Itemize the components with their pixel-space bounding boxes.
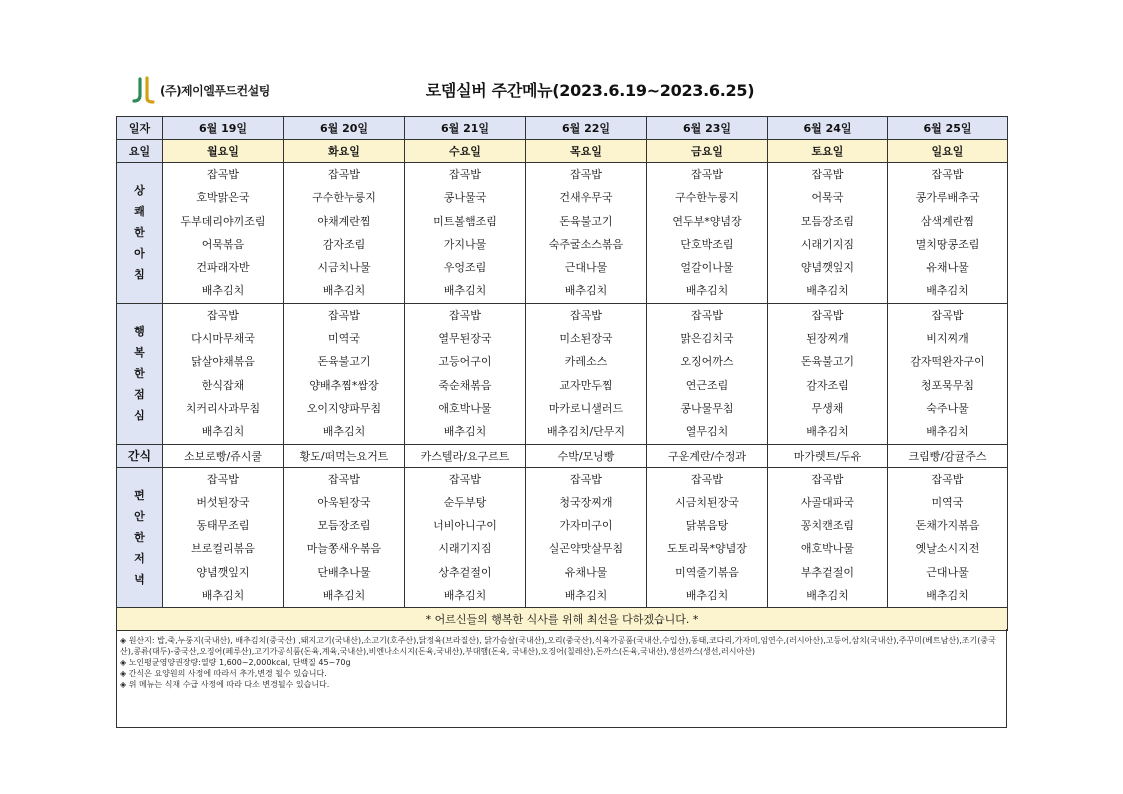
dish-item: 죽순채볶음 [438,378,492,392]
page-title: 로뎀실버 주간메뉴(2023.6.19~2023.6.25) [425,81,755,100]
dish-item: 동태무조림 [196,519,250,533]
jl-logo-icon [132,76,156,104]
dish-item: 시래기지짐 [800,237,855,251]
dish-item: 배추김치 [201,589,245,603]
dish-item: 돈육불고기 [317,355,371,369]
company-name: (주)제이엘푸드컨설팅 [160,83,270,98]
dish-item: 잡곡밥 [691,308,723,322]
meal-label-char: 행 [134,325,145,339]
meal-cell [888,467,1008,608]
dish-item: 잡곡밥 [811,168,844,181]
dish-item: 마카로니샐러드 [548,401,624,415]
meal-row [117,303,1008,444]
dish-item: 배추김치/단무지 [546,425,626,439]
weekday-cell: 목요일 [526,140,647,163]
meal-cell [526,303,647,444]
dish-item: 닭살야채볶음 [191,355,255,369]
dish-item: 닭볶음탕 [685,519,729,533]
dish-item: 미소된장국 [559,332,613,346]
meal-cell [405,467,526,608]
dish-item: 감자떡완자구이 [910,355,985,369]
weekday-cell: 금요일 [647,140,768,163]
dish-item: 가지나물 [443,237,487,251]
dish-item: 시금치된장국 [675,495,739,509]
meal-label [117,467,163,608]
date-cell: 6월 21일 [405,117,526,140]
meal-label-char: 심 [134,409,145,423]
meal-cell [647,467,768,608]
dish-item: 배추김치 [322,425,366,439]
dish-item: 호박맑은국 [196,191,250,205]
date-cell: 6월 19일 [163,117,284,140]
dish-item: 배추김치 [926,284,969,298]
meal-cell [163,303,284,444]
dish-item: 배추김치 [322,284,366,298]
meal-label-char: 녁 [134,572,145,586]
meal-label-char: 아 [134,247,145,261]
meal-label-char: 편 [134,488,145,502]
dish-item: 배추김치 [564,589,608,603]
dish-item: 배추김치 [201,284,245,298]
dish-item: 우엉조림 [443,261,487,275]
meal-label-char: 저 [134,551,145,565]
dish-item: 애호박나물 [438,401,492,415]
weekday-cell: 토요일 [768,140,888,163]
dish-item: 배추김치 [926,425,969,439]
dish-item: 열무된장국 [438,332,492,346]
dish-item: 잡곡밥 [449,168,481,181]
meal-row [117,163,1008,304]
dish-item: 배추김치 [201,425,245,439]
slogan-text: * 어르신들의 행복한 식사를 위해 최선을 다하겠습니다. * [117,608,1008,631]
dish-item: 연근조림 [685,378,729,392]
dish-item: 배추김치 [443,284,487,298]
dish-item: 양배추찜*쌈장 [309,378,379,392]
dish-item: 미역국 [328,332,360,346]
dish-item: 미역줄기볶음 [675,565,739,579]
date-cell: 6월 24일 [768,117,888,140]
dish-item: 돈육불고기 [559,214,613,228]
dish-item: 배추김치 [806,589,849,603]
snack-cell: 구운계란/수정과 [647,444,768,467]
meal-cell [526,163,647,304]
meal-label-char: 안 [134,509,145,523]
dish-item: 구수한누룽지 [312,191,376,205]
snack-cell: 수박/모닝빵 [526,444,647,467]
dish-item: 배추김치 [443,425,487,439]
dish-item: 배추김치 [564,284,608,298]
dish-item: 오징어까스 [680,355,734,369]
note-line: ◈ 위 메뉴는 식재 수급 사정에 따라 다소 변경될수 있습니다. [120,680,330,689]
dish-item: 감자조림 [806,378,849,392]
dish-item: 양념깻잎지 [196,565,250,579]
dish-item: 잡곡밥 [207,472,239,486]
meal-label-char: 한 [134,226,145,240]
date-cell: 6월 20일 [284,117,405,140]
meal-label-char: 쾌 [134,205,145,219]
weekly-menu-table [116,116,1008,631]
meal-cell [768,467,888,608]
dish-item: 삼색계란찜 [920,214,975,228]
dish-item: 순두부탕 [443,495,487,509]
dish-item: 멸치땅콩조림 [915,237,980,251]
dish-item: 잡곡밥 [931,168,964,181]
dish-item: 잡곡밥 [811,472,844,486]
dish-item: 열무김치 [685,425,729,439]
dish-item: 애호박나물 [800,542,855,556]
snack-cell: 소보로빵/쥬시쿨 [163,444,284,467]
dish-item: 단호박조림 [680,237,734,251]
dish-item: 감자조림 [322,237,366,251]
meal-cell [405,163,526,304]
dish-item: 맑은김치국 [680,332,734,346]
dish-item: 구수한누룽지 [675,191,739,205]
dish-item: 실곤약맛살무침 [548,542,624,556]
dish-item: 유채나물 [564,565,608,579]
meal-label-char: 복 [134,346,145,360]
dish-item: 어묵국 [811,191,844,205]
dish-item: 건새우무국 [559,191,613,205]
snack-cell: 크림빵/감귤주스 [888,444,1008,467]
meal-cell [526,467,647,608]
meal-label-char: 한 [134,530,145,544]
dish-item: 근대나물 [564,261,608,275]
dish-item: 돈육불고기 [800,355,855,369]
dish-item: 고등어구이 [438,355,492,369]
dish-item: 시래기지짐 [438,542,492,556]
meal-cell [647,303,768,444]
meal-cell [163,163,284,304]
meal-cell [284,467,405,608]
meal-cell [163,467,284,608]
weekday-row [117,140,1008,163]
dish-item: 잡곡밥 [691,168,723,181]
dish-item: 배추김치 [443,589,487,603]
dish-item: 브로컬리볶음 [191,542,255,556]
date-row [117,117,1008,140]
dish-item: 배추김치 [685,284,729,298]
meal-label-char: 상 [134,184,145,198]
dish-item: 숙주나물 [926,401,969,415]
meal-cell [888,163,1008,304]
dish-item: 무생채 [811,401,844,415]
dish-item: 비지찌개 [926,332,969,346]
dish-item: 잡곡밥 [207,168,239,181]
snack-cell: 마가렛트/두유 [768,444,888,467]
dish-item: 건파래자반 [196,261,250,275]
notes-box [116,629,1007,728]
dish-item: 유채나물 [926,261,969,275]
dish-item: 잡곡밥 [691,472,723,486]
dish-item: 배추김치 [806,284,849,298]
dish-item: 너비아니구이 [433,519,497,533]
dish-item: 잡곡밥 [449,472,481,486]
dish-item: 잡곡밥 [811,308,844,322]
meal-cell [888,303,1008,444]
dish-item: 도토리묵*양념장 [667,542,747,556]
dish-item: 된장찌개 [806,332,849,346]
dish-item: 얼갈이나물 [680,261,734,275]
date-cell: 6월 23일 [647,117,768,140]
dish-item: 미트볼햄조림 [433,214,497,228]
snack-row [117,444,1008,467]
dish-item: 모듬장조림 [800,214,855,228]
dish-item: 한식잡채 [201,378,245,392]
dish-item: 잡곡밥 [570,472,602,486]
weekday-cell: 월요일 [163,140,284,163]
meal-cell [284,303,405,444]
dish-item: 부추겉절이 [800,565,855,579]
snack-label: 간식 [117,444,163,467]
dish-item: 잡곡밥 [449,308,481,322]
company-logo [132,76,270,104]
meal-label-char: 점 [134,388,145,402]
dish-item: 잡곡밥 [328,308,360,322]
dish-item: 잡곡밥 [931,308,964,322]
meal-cell [405,303,526,444]
note-line: ◈ 원산지: 밥,죽,누룽지(국내산), 배추김치(중국산) ,돼지고기(국내산),소고기(호주산),닭정육(브라질산), 닭가슴살(국내산),오리(중국산),식육가공품(국내산,수입산),동태,코다리,가자미,임연수,(러시아산),고등어,삼치(국내산),주꾸미(베트남산),조기(중국산),콩류(대두)-중국산,오징어(페루산),고기가공식품(돈육,계육,국내산),비엔나소시지(돈육,국내산),부대햄(돈육, 국내산),오징어(칠레산),돈까스(돈육,국내산),생선까스(생선,러시아산) [120,636,996,656]
dish-item: 청포묵무침 [920,378,975,392]
weekday-row-label: 요일 [117,140,163,163]
dish-item: 콩나물국 [443,191,487,205]
dish-item: 돈채가지볶음 [915,519,980,533]
dish-item: 숙주굴소스볶음 [548,237,624,251]
dish-item: 오이지양파무침 [306,401,382,415]
meal-row [117,467,1008,608]
dish-item: 모듬장조림 [317,519,371,533]
dish-item: 카레소스 [564,355,608,369]
dish-item: 다시마무채국 [191,332,255,346]
dish-item: 단배추나물 [317,565,371,579]
meal-label [117,163,163,304]
note-line: ◈ 노인평균영양권장량:열량 1,600~2,000kcal, 단백질 45~70g [120,658,351,667]
weekday-cell: 화요일 [284,140,405,163]
dish-item: 치커리사과무침 [185,401,261,415]
dish-item: 콩나물무침 [680,401,734,415]
dish-item: 잡곡밥 [207,308,239,322]
meal-label [117,303,163,444]
dish-item: 잡곡밥 [570,308,602,322]
date-cell: 6월 25일 [888,117,1008,140]
weekday-cell: 수요일 [405,140,526,163]
snack-cell: 카스텔라/요구르트 [405,444,526,467]
dish-item: 양념깻잎지 [800,261,855,275]
dish-item: 근대나물 [926,565,969,579]
dish-item: 청국장찌개 [559,495,613,509]
dish-item: 콩가루배추국 [915,191,980,205]
dish-item: 배추김치 [806,425,849,439]
date-row-label: 일자 [117,117,163,140]
dish-item: 교자만두찜 [559,378,613,392]
dish-item: 잡곡밥 [931,472,964,486]
note-line: ◈ 간식은 요양원의 사정에 따라서 추가,변경 될수 있습니다. [120,669,327,678]
dish-item: 버섯된장국 [196,495,250,509]
slogan-row [117,608,1008,631]
dish-item: 야채계란찜 [317,214,371,228]
meal-label-char: 침 [134,268,145,282]
dish-item: 사골대파국 [800,495,855,509]
meal-cell [768,303,888,444]
dish-item: 배추김치 [322,589,366,603]
snack-cell: 황도/떠먹는요거트 [284,444,405,467]
dish-item: 마늘쫑새우볶음 [306,542,382,556]
dish-item: 미역국 [931,495,964,509]
dish-item: 잡곡밥 [570,168,602,181]
meal-cell [768,163,888,304]
dish-item: 꽁치캔조림 [800,519,855,533]
dish-item: 연두부*양념장 [672,214,742,228]
dish-item: 상추겉절이 [438,565,492,579]
date-cell: 6월 22일 [526,117,647,140]
weekday-cell: 일요일 [888,140,1008,163]
dish-item: 두부데리야끼조림 [180,214,266,228]
dish-item: 아욱된장국 [317,495,371,509]
dish-item: 옛날소시지전 [915,542,980,556]
meal-cell [647,163,768,304]
meal-label-char: 한 [134,367,145,381]
dish-item: 시금치나물 [317,261,371,275]
dish-item: 어묵볶음 [201,237,245,251]
dish-item: 가자미구이 [559,519,613,533]
dish-item: 잡곡밥 [328,168,360,181]
meal-cell [284,163,405,304]
dish-item: 배추김치 [685,589,729,603]
dish-item: 배추김치 [926,589,969,603]
dish-item: 잡곡밥 [328,472,360,486]
